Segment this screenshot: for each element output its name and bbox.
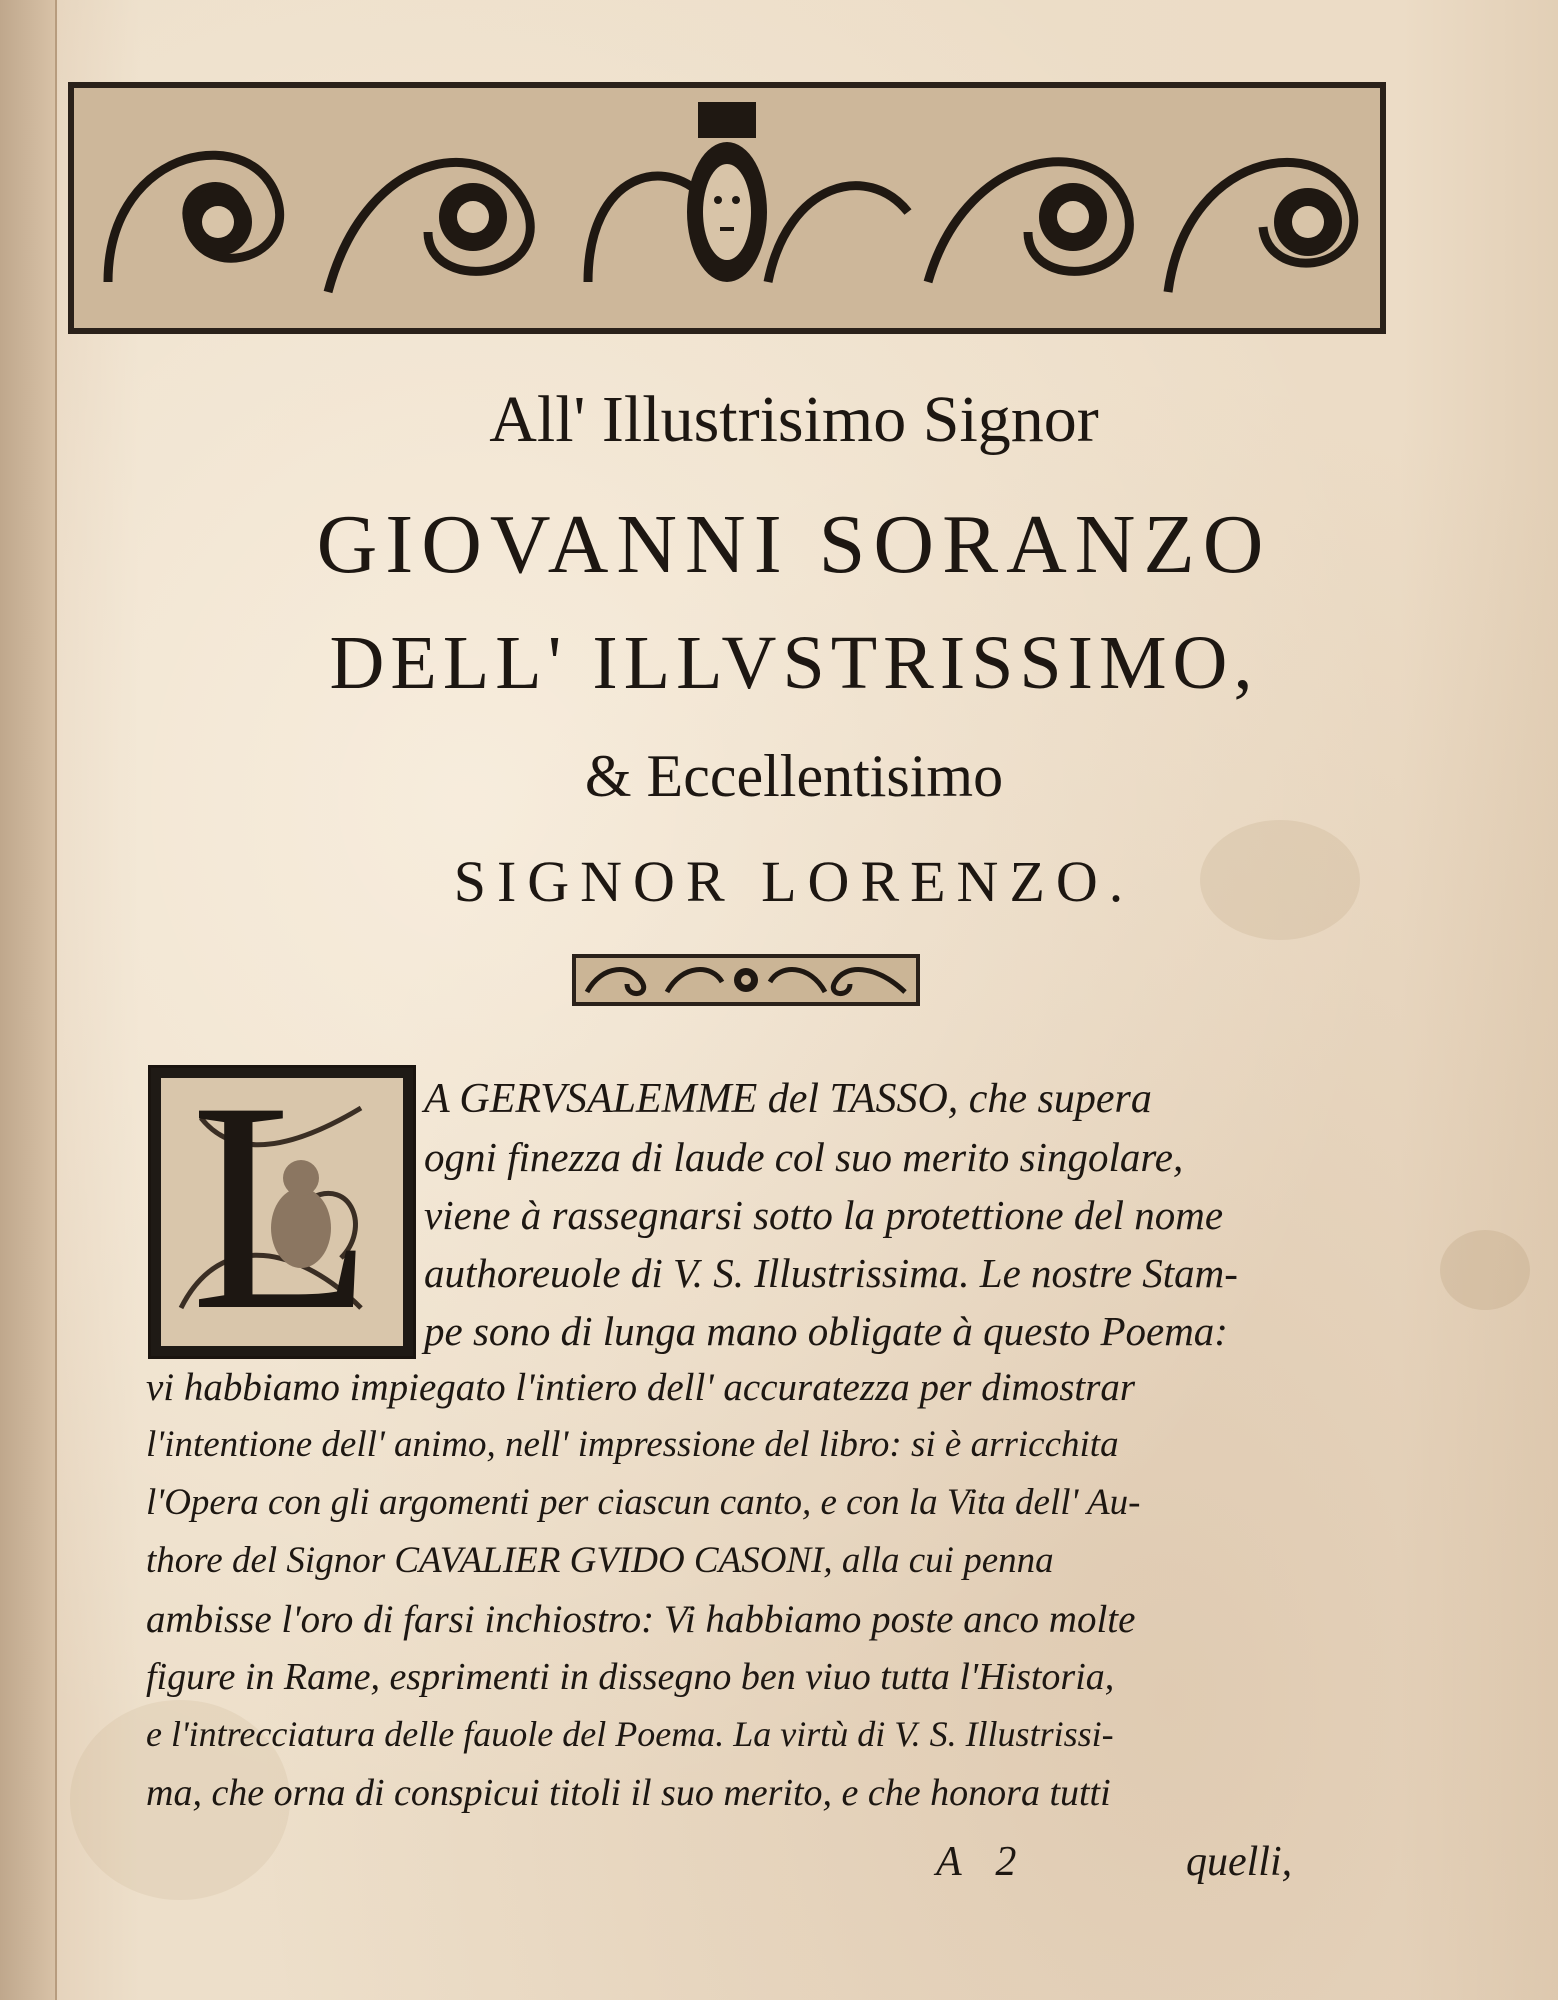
ornamental-rule: [572, 954, 920, 1006]
body-line: pe sono di lunga mano obligate à questo Poema:: [424, 1308, 1228, 1354]
body-line: ma, che orna di conspicui titoli il suo merito, e che honora tutti: [146, 1772, 1111, 1814]
body-line: vi habbiamo impiegato l'intiero dell' accuratezza per dimostrar: [146, 1366, 1136, 1409]
body-line: viene à rassegnarsi sotto la protettione del nome: [424, 1192, 1224, 1238]
woodcut-headpiece: [68, 82, 1386, 334]
catchword: quelli,: [1186, 1839, 1293, 1885]
dedication-line-1: All' Illustrisimo Signor: [489, 383, 1099, 456]
decorated-initial: [148, 1040, 416, 1372]
initial-letter: L: [190, 1040, 374, 1372]
body-line: authoreuole di V. S. Illustrissima. Le nostre Stam-: [424, 1250, 1238, 1296]
dedication-line-3: DELL' ILLVSTRISSIMO,: [329, 621, 1259, 705]
body-line: l'Opera con gli argomenti per ciascun canto, e con la Vita dell' Au-: [146, 1482, 1141, 1523]
dedication-line-4: & Eccellentisimo: [584, 743, 1004, 809]
body-line: thore del Signor CAVALIER GVIDO CASONI, alla cui penna: [146, 1540, 1054, 1581]
body-line: e l'intrecciatura delle fauole del Poema. La virtù di V. S. Illustrissi-: [146, 1714, 1114, 1754]
body-line: ogni finezza di laude col suo merito singolare,: [424, 1134, 1184, 1180]
body-line: ambisse l'oro di farsi inchiostro: Vi habbiamo poste anco molte: [146, 1598, 1136, 1641]
foxing-stain: [1440, 1230, 1530, 1310]
dedicatee-name: GIOVANNI SORANZO: [316, 498, 1272, 591]
signature-mark: A 2: [936, 1839, 1029, 1885]
dedication-line-5: SIGNOR LORENZO.: [453, 849, 1135, 914]
body-line: figure in Rame, esprimenti in dissegno ben viuo tutta l'Historia,: [146, 1656, 1115, 1698]
body-line: A GERVSALEMME del TASSO, che supera: [424, 1076, 1152, 1122]
body-line: l'intentione dell' animo, nell' impressione del libro: si è arricchita: [146, 1424, 1119, 1465]
binding-gutter: [0, 0, 57, 2000]
